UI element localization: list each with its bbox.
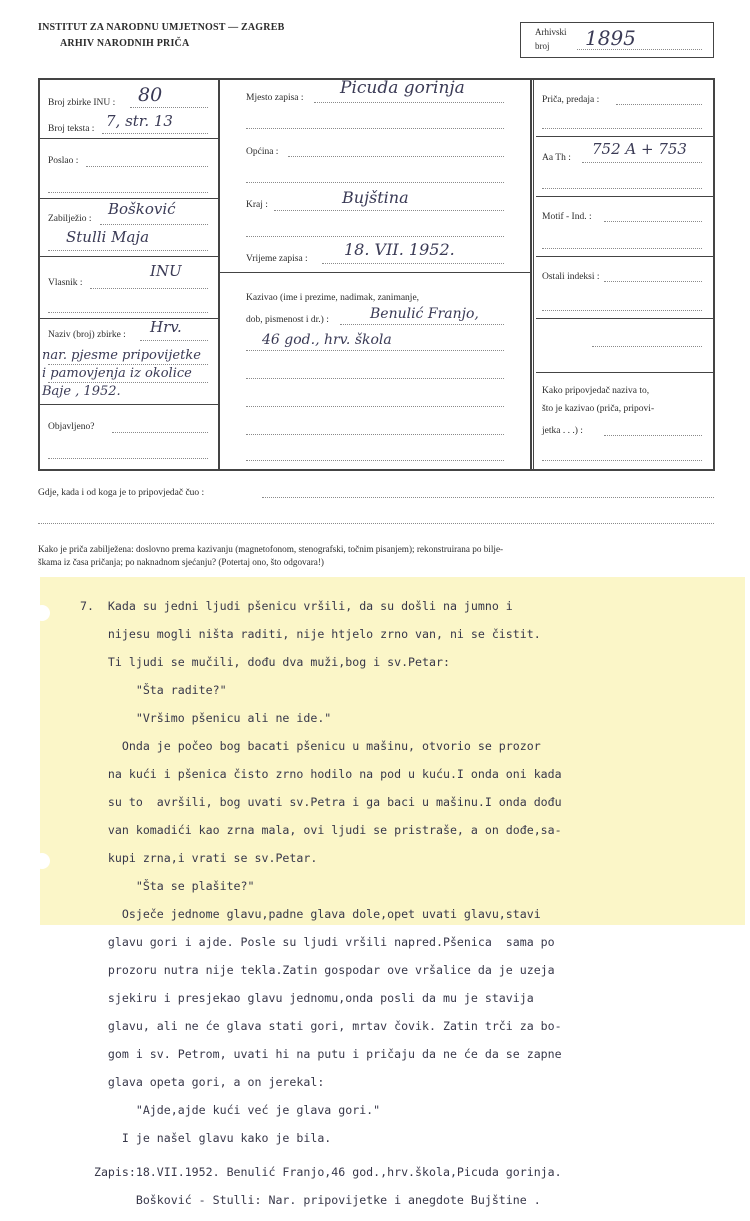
- story-line: Bošković - Stulli: Nar. pripovijetke i anegdote Bujštine .: [80, 1193, 541, 1207]
- story-line: glavu gori i ajde. Posle su ljudi vršili napred.Pšenica sama po: [80, 935, 555, 949]
- story-line: Zapis:18.VII.1952. Benulić Franjo,46 god.,hrv.škola,Picuda gorinja.: [80, 1165, 562, 1179]
- story-line: van komadići kao zrna mala, ovi ljudi se pristraše, a on dođe,sa-: [80, 823, 562, 837]
- mjesto-label: Mjesto zapisa :: [246, 93, 304, 103]
- story-line: Ti ljudi se mučili, dođu dva muži,bog i sv.Petar:: [80, 655, 450, 669]
- broj-zbirke-value: 80: [138, 84, 163, 106]
- story-line: gom i sv. Petrom, uvati hi na putu i pričaju da ne će da se zapne: [80, 1047, 562, 1061]
- vrijeme-label: Vrijeme zapisa :: [246, 254, 308, 264]
- aa-th-label: Aa Th :: [542, 153, 571, 163]
- vlasnik-value: INU: [150, 262, 182, 280]
- vrijeme-value: 18. VII. 1952.: [344, 240, 455, 259]
- punch-hole-bottom: [34, 853, 50, 869]
- story-line: "Ajde,ajde kući već je glava gori.": [80, 1103, 381, 1117]
- kako-label-2: što je kazivao (priča, pripovi-: [542, 404, 655, 414]
- ostali-label: Ostali indeksi :: [542, 272, 600, 282]
- story-line: Osječe jednome glavu,padne glava dole,opet uvati glavu,stavi: [80, 907, 541, 921]
- story-line: prozoru nutra nije tekla.Zatin gospodar ove vršalice da je uzeja: [80, 963, 555, 977]
- kazivao-label-2: dob, pismenost i dr.) :: [246, 315, 329, 325]
- kraj-label: Kraj :: [246, 200, 268, 210]
- archive-number-label-2: broj: [535, 41, 550, 51]
- opcina-label: Općina :: [246, 147, 279, 157]
- aa-th-value: 752 A + 753: [592, 140, 687, 158]
- archive-number-label-1: Arhivski: [535, 27, 567, 37]
- kazivao-value-2: 46 god., hrv. škola: [262, 332, 392, 348]
- kako-zabiljezena-line-1: Kako je priča zabilježena: doslovno prema kazivanju (magnetofonom, stenografski, točnim pisanjem); rekonstruirana po bilje-: [38, 544, 504, 554]
- kraj-value: Bujština: [342, 188, 409, 207]
- vlasnik-label: Vlasnik :: [48, 278, 83, 288]
- naziv-zbirke-value-1: Hrv.: [150, 318, 182, 336]
- story-line: 7. Kada su jedni ljudi pšenicu vršili, da su došli na jumno i: [80, 599, 513, 613]
- naziv-zbirke-value-2: nar. pjesme pripovijetke: [42, 348, 201, 363]
- naziv-zbirke-value-3: i pamovjenja iz okolice: [42, 366, 192, 381]
- story-line: "Vršimo pšenicu ali ne ide.": [80, 711, 332, 725]
- story-line: Onda je počeo bog bacati pšenicu u mašinu, otvorio se prozor: [80, 739, 541, 753]
- broj-teksta-label: Broj teksta :: [48, 124, 95, 134]
- story-line: nijesu mogli ništa raditi, nije htjelo zrno van, ni se čistit.: [80, 627, 541, 641]
- zabiljezio-value-1: Bošković: [108, 200, 176, 218]
- story-line: kupi zrna,i vrati se sv.Petar.: [80, 851, 318, 865]
- archive-number-box: [520, 22, 714, 58]
- story-line: I je našel glavu kako je bila.: [80, 1131, 332, 1145]
- kako-label-1: Kako pripovjedač naziva to,: [542, 386, 650, 396]
- naziv-zbirke-value-4: Baje , 1952.: [42, 384, 121, 399]
- objavljeno-label: Objavljeno?: [48, 422, 95, 432]
- kazivao-label-1: Kazivao (ime i prezime, nadimak, zanimanje,: [246, 293, 420, 303]
- motif-label: Motif - Ind. :: [542, 212, 592, 222]
- mjesto-value: Picuda gorinja: [340, 78, 465, 98]
- kako-label-3: jetka . . .) :: [542, 426, 583, 436]
- kako-zabiljezena-line-2: škama iz časa pričanja; po naknadnom sjećanju? (Potertaj ono, što odgovara!): [38, 557, 324, 567]
- story-line: na kući i pšenica čisto zrno hodilo na pod u kuću.I onda oni kada: [80, 767, 562, 781]
- punch-hole-top: [34, 605, 50, 621]
- naziv-zbirke-label: Naziv (broj) zbirke :: [48, 330, 126, 340]
- story-line: su to avršili, bog uvati sv.Petra i ga baci u mašinu.I onda dođu: [80, 795, 562, 809]
- prica-label: Priča, predaja :: [542, 95, 600, 105]
- archive-number-value: 1895: [585, 26, 636, 50]
- kazivao-value-1: Benulić Franjo,: [370, 306, 479, 322]
- zabiljezio-value-2: Stulli Maja: [66, 228, 150, 246]
- poslao-label: Poslao :: [48, 156, 79, 166]
- broj-teksta-value: 7, str. 13: [106, 112, 173, 130]
- zabiljezio-label: Zabilježio :: [48, 214, 92, 224]
- broj-zbirke-label: Broj zbirke INU :: [48, 98, 116, 108]
- story-line: glavu, ali ne će glava stati gori, mrtav čovik. Zatin trči za bo-: [80, 1019, 562, 1033]
- gdje-label: Gdje, kada i od koga je to pripovjedač čuo :: [38, 488, 205, 498]
- story-line: "Šta se plašite?": [80, 879, 255, 893]
- story-line: glava opeta gori, a on jerekal:: [80, 1075, 325, 1089]
- story-line: "Šta radite?": [80, 683, 227, 697]
- archive-title: ARHIV NARODNIH PRIČA: [60, 38, 190, 49]
- story-line: sjekiru i presjekao glavu jednomu,onda posli da mu je stavija: [80, 991, 534, 1005]
- story-text: [80, 585, 562, 1221]
- institute-title: INSTITUT ZA NARODNU UMJETNOST — ZAGREB: [38, 22, 285, 33]
